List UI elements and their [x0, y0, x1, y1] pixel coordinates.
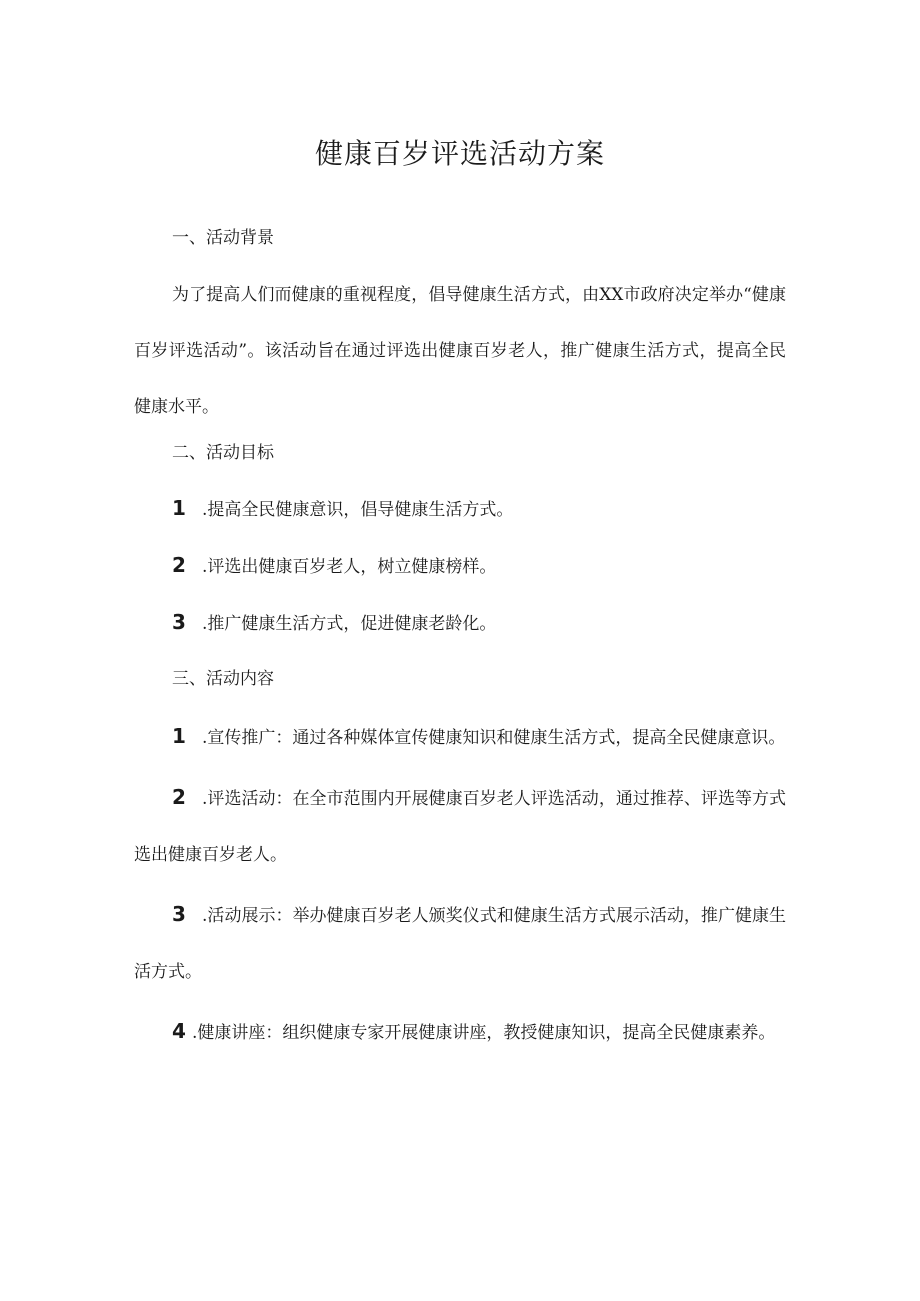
goal-item-text: .提高全民健康意识，倡导健康生活方式。 [202, 500, 514, 520]
background-paragraph: 为了提高人们而健康的重视程度，倡导健康生活方式，由XX市政府决定举办“健康百岁评选活动”。该活动旨在通过评选出健康百岁老人，推广健康生活方式，提高全民健康水平。 [134, 285, 786, 417]
goal-item-number: 1 [172, 496, 186, 520]
section-heading-content: 三、活动内容 [172, 669, 274, 689]
content-item-number: 1 [172, 724, 186, 748]
goal-item [172, 496, 786, 522]
content-item-number: 2 [172, 785, 186, 809]
content-item [134, 769, 786, 883]
content-item-text: .评选活动：在全市范围内开展健康百岁老人评选活动，通过推荐、评选等方式选出健康百岁老人。 [134, 789, 786, 865]
content-item-number: 3 [172, 902, 186, 926]
document-body [134, 226, 786, 1078]
content-item [134, 708, 786, 766]
content-item-text: .活动展示：举办健康百岁老人颁奖仪式和健康生活方式展示活动，推广健康生活方式。 [134, 906, 786, 982]
content-item-text: .宣传推广：通过各种媒体宣传健康知识和健康生活方式，提高全民健康意识。 [202, 728, 786, 748]
section-heading-background: 一、活动背景 [172, 228, 274, 248]
goal-item-number: 3 [172, 610, 186, 634]
document-title: 健康百岁评选活动方案 [314, 137, 605, 170]
goal-item-text: .推广健康生活方式，促进健康老龄化。 [202, 614, 497, 634]
goal-item-text: .评选出健康百岁老人，树立健康榜样。 [202, 557, 497, 577]
content-item-text: .健康讲座：组织健康专家开展健康讲座，教授健康知识，提高全民健康素养。 [192, 1023, 776, 1043]
goal-item [172, 553, 786, 579]
content-item [134, 886, 786, 1000]
section-heading-goals: 二、活动目标 [172, 443, 274, 463]
goal-item [172, 610, 786, 636]
goal-item-number: 2 [172, 553, 186, 577]
content-item-number: 4 [172, 1019, 186, 1043]
content-item [134, 1003, 786, 1061]
